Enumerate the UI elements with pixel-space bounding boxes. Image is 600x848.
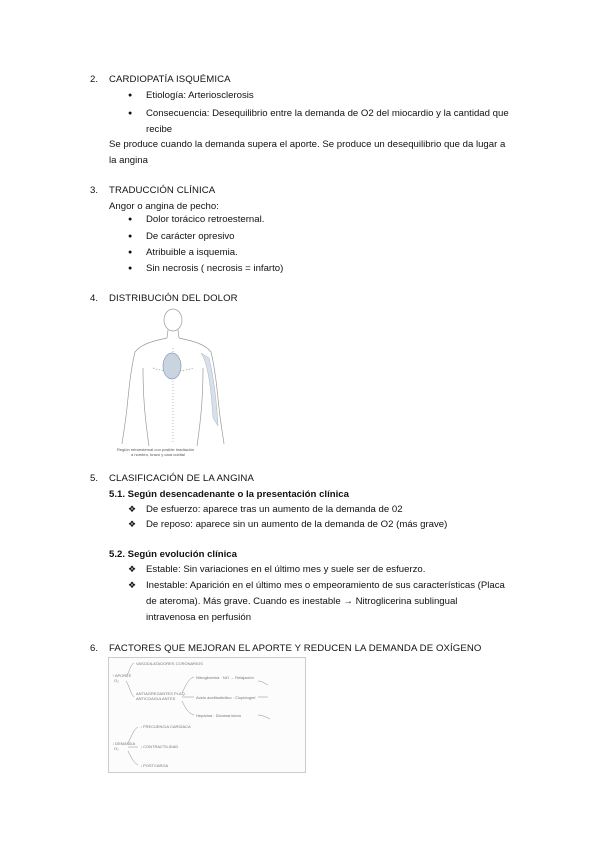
section-3-title: TRADUCCIÓN CLÍNICA <box>109 185 216 196</box>
section-4-title: DISTRIBUCIÓN DEL DOLOR <box>109 293 238 304</box>
section-5-title: CLASIFICACIÓN DE LA ANGINA <box>109 473 254 484</box>
section-3-number: 3. <box>90 185 99 196</box>
arm-pain-area <box>201 353 218 426</box>
section-4-number: 4. <box>90 293 99 304</box>
s3-bullet-4: Sin necrosis ( necrosis = infarto) <box>146 263 284 274</box>
svg-text:Ácido acetilsalicílico · Clopi: Ácido acetilsalicílico · Clopidogrel <box>196 695 256 700</box>
section-6-number: 6. <box>90 643 99 654</box>
s2-paragraph-line-2: la angina <box>109 155 148 166</box>
svg-text:ANTICOAGULANTES: ANTICOAGULANTES <box>136 696 176 701</box>
s3-bullet-2: De carácter opresivo <box>146 231 235 242</box>
section-2-number: 2. <box>90 74 99 85</box>
bullet-icon: ● <box>128 249 133 256</box>
s5-2-item-1: Estable: Sin variaciones en el último mes y suele ser de esfuerzo. <box>146 564 426 575</box>
svg-text:a hombro, brazo y cara cubital: a hombro, brazo y cara cubital <box>131 452 185 457</box>
s5-1-item-1: De esfuerzo: aparece tras un aumento de la demanda de 02 <box>146 504 403 515</box>
bullet-icon: ● <box>128 233 133 240</box>
s2-bullet-2: Consecuencia: Desequilibrio entre la demanda de O2 del miocardio y la cantidad que <box>146 108 509 119</box>
s2-paragraph-line-1: Se produce cuando la demanda supera el aporte. Se produce un desequilibrio que da lugar a <box>109 139 506 150</box>
s5-1-item-2: De reposo: aparece sin un aumento de la demanda de O2 (más grave) <box>146 519 448 530</box>
s3-bullet-3: Atribuible a isquemia. <box>146 247 238 258</box>
svg-text:↓ FRECUENCIA CARDÍACA: ↓ FRECUENCIA CARDÍACA <box>140 724 191 729</box>
svg-text:Heparina · Dicumarínicos: Heparina · Dicumarínicos <box>196 713 242 718</box>
svg-text:↑ APORTE: ↑ APORTE <box>112 673 132 678</box>
bullet-icon: ● <box>128 265 133 272</box>
section-6-title: FACTORES QUE MEJORAN EL APORTE Y REDUCEN LA DEMANDA DE OXÍGENO <box>109 643 482 654</box>
svg-text:VASODILATADORES CORONARIOS: VASODILATADORES CORONARIOS <box>136 661 203 666</box>
s5-2-item-2: Inestable: Aparición en el último mes o empeoramiento de sus características (Placa <box>146 580 505 591</box>
section-5-number: 5. <box>90 473 99 484</box>
diamond-bullet-icon: ❖ <box>128 580 137 590</box>
bullet-icon: ● <box>128 92 133 99</box>
s5-2-item-2-cont-2: intravenosa en perfusión <box>146 612 252 623</box>
diamond-bullet-icon: ❖ <box>128 564 137 574</box>
svg-text:↓ DEMANDA: ↓ DEMANDA <box>112 741 136 746</box>
svg-text:ANTIAGREGANTES PLAQ.: ANTIAGREGANTES PLAQ. <box>136 691 186 696</box>
diamond-bullet-icon: ❖ <box>128 519 137 529</box>
s2-bullet-1: Etiología: Arteriosclerosis <box>146 90 254 101</box>
subsection-5-2-title: 5.2. Según evolución clínica <box>109 549 237 560</box>
svg-text:Nitroglicerina · NO → Relajaci: Nitroglicerina · NO → Relajación <box>196 675 254 680</box>
s3-intro: Angor o angina de pecho: <box>109 201 219 212</box>
factors-diagram <box>108 657 306 773</box>
bullet-icon: ● <box>128 110 133 117</box>
svg-text:↓ CONTRACTILIDAD: ↓ CONTRACTILIDAD <box>140 744 179 749</box>
svg-text:O₂: O₂ <box>114 678 119 683</box>
bullet-icon: ● <box>128 216 133 223</box>
svg-text:Región retroesternal con posi: Región retroesternal con posible irradiación <box>117 447 195 452</box>
s5-2-item-2-cont-1: de ateroma). Más grave. Cuando es inestable → Nitroglicerina sublingual <box>146 596 458 607</box>
svg-text:↓ POSTCARGA: ↓ POSTCARGA <box>140 763 169 768</box>
chest-pain-area <box>163 353 181 379</box>
s3-bullet-1: Dolor torácico retroesternal. <box>146 214 265 225</box>
section-2-title: CARDIOPATÍA ISQUÉMICA <box>109 74 231 85</box>
subsection-5-1-title: 5.1. Según desencadenante o la presentación clínica <box>109 489 349 500</box>
svg-text:O₂: O₂ <box>114 746 119 751</box>
diamond-bullet-icon: ❖ <box>128 504 137 514</box>
s2-bullet-2-cont: recibe <box>146 124 173 135</box>
pain-distribution-figure <box>113 308 233 458</box>
